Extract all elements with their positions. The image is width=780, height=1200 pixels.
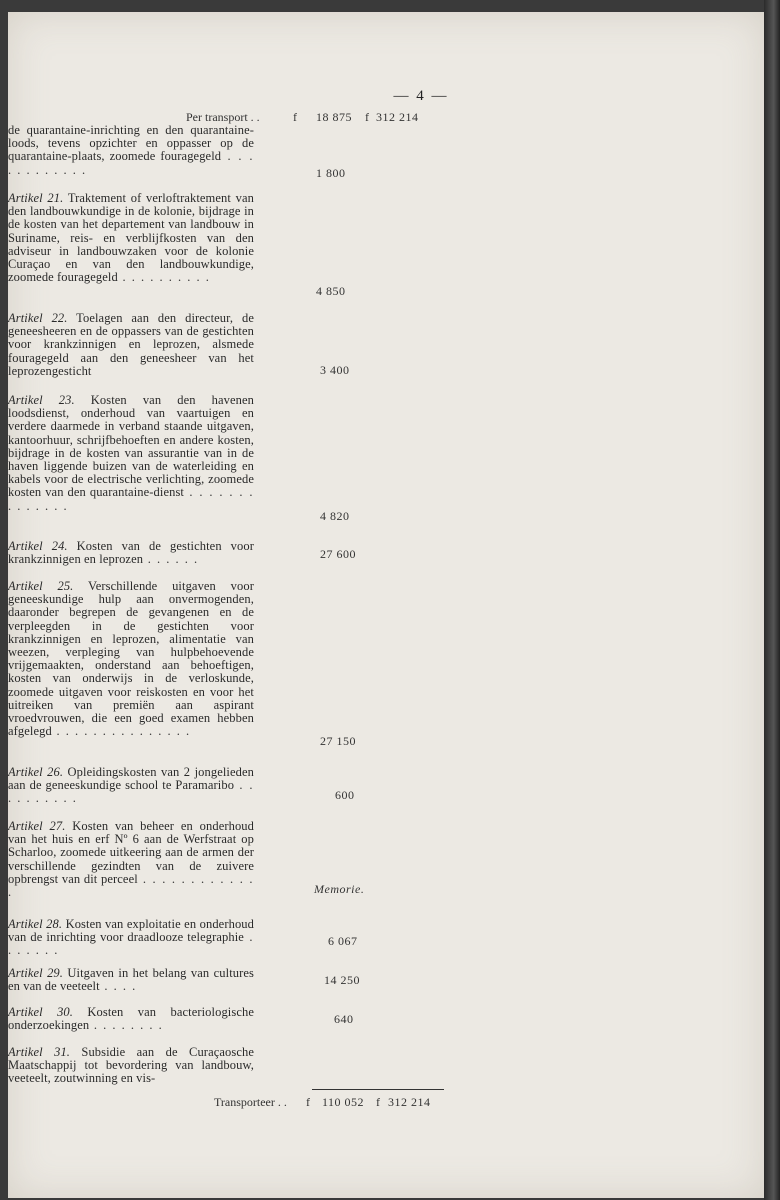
entry-artikel-28 — [8, 918, 254, 958]
carry-out-amount-1: 110 052 — [322, 1095, 365, 1109]
entry-text: Uitgaven in het belang van cultures en van de veeteelt — [8, 966, 254, 994]
leader-dots: . . . . . . — [143, 552, 199, 567]
entry-artikel-29 — [8, 967, 254, 993]
article-number: Artikel 26. — [8, 765, 64, 779]
article-number: Artikel 27. — [8, 819, 66, 833]
carry-out-label: Transporteer . . — [214, 1095, 287, 1109]
entry-amount: 14 250 — [324, 973, 360, 987]
leader-dots: . . . . — [99, 979, 137, 994]
article-number: Artikel 31. — [8, 1045, 71, 1059]
entry-amount: 4 850 — [316, 284, 346, 298]
leader-dots: . . . . . . . . . . . . . . — [8, 485, 254, 513]
carry-in-currency-2: f — [365, 110, 369, 124]
carry-in-currency-1: f — [293, 110, 297, 124]
article-number: Artikel 29. — [8, 966, 64, 980]
leader-dots: . . . . . . . . . . . . . — [8, 871, 254, 900]
entry-amount-memorie: Memorie. — [314, 882, 365, 896]
entry-amount: 600 — [335, 788, 355, 802]
entry-amount: 6 067 — [328, 934, 358, 948]
entry-text: Kosten van de gestichten voor krankzinnigen en leprozen — [8, 539, 254, 567]
entry-text: Kosten van exploitatie en onderhoud van de inrichting voor draadlooze telegraphie — [8, 917, 254, 945]
entry-artikel-22 — [8, 312, 254, 378]
entry-text: Subsidie aan de Curaçaosche Maatschappij tot bevordering van landbouw, veeteelt, zoutwinning en vis- — [8, 1045, 254, 1086]
entry-artikel-25 — [8, 580, 254, 738]
carry-in-label: Per transport . . — [186, 110, 260, 124]
entry-amount: 27 150 — [320, 734, 356, 748]
article-number: Artikel 28. — [8, 917, 63, 931]
article-number: Artikel 21. — [8, 191, 64, 205]
article-number: Artikel 22. — [8, 311, 68, 325]
entry-text: Traktement of verloftraktement van den landbouwkundige in de kolonie, bijdrage in de kosten van het departement van landbouw in Suriname, reis- en verblijfkosten van den adviseur in landbouwzaken voor de kolonie Curaçao en van den landbouwkundige, zoomede fouragegeld — [8, 191, 254, 285]
article-number: Artikel 25. — [8, 579, 74, 593]
entry-amount: 640 — [334, 1012, 354, 1026]
page-number: — 4 — — [393, 88, 449, 104]
document-page — [8, 12, 764, 1198]
entry-text: Kosten van beheer en onderhoud van het huis en erf Nº 6 aan de Werfstraat op Scharloo, zoomede uitkeering aan de armen der verschillende gezindten van de zuivere opbrengst van dit perceel — [8, 819, 255, 886]
entry-artikel-27 — [8, 820, 254, 899]
carry-out-amount-2: 312 214 — [388, 1095, 431, 1109]
entry-artikel-26 — [8, 766, 254, 806]
article-number: Artikel 30. — [8, 1005, 74, 1019]
article-number: Artikel 23. — [8, 393, 75, 407]
leader-dots: . . . . . . . . . . . . — [8, 149, 254, 177]
entry-text: Verschillende uitgaven voor geneeskundige hulp aan onvermogenden, daaronder begrepen de gevangenen en de verpleegden in de gestichten voor krankzinnigen en leprozen, alimentatie van weezen, verpleging van hulpbehoevende vrijgemaakten, onderstand aan behoeftigen, kosten van onderwijs in de verloskunde, zoomede uitgaven voor reiskosten en voor het uitreiken van premiën aan aspirant vroedvrouwen, die een goed examen hebben afgelegd — [8, 579, 254, 739]
leader-dots: . . . . . . . . . . — [8, 778, 254, 806]
entry-artikel-31 — [8, 1046, 254, 1086]
entry-artikel-23 — [8, 394, 254, 513]
entry-text: Kosten van den havenen loodsdienst, onderhoud van vaartuigen en verdere daarmede in verband staande uitgaven, kantoorhuur, schrijfbehoeften en andere kosten, bijdrage in de kosten van assurantie van in de haven liggende buizen van de waterleiding en kabels voor de electrische verlichting, zoomede kosten van den quarantaine-dienst — [8, 393, 254, 500]
article-number: Artikel 24. — [8, 539, 68, 553]
entry-text: Toelagen aan den directeur, de geneesheeren en de oppassers van de gestichten voor krankzinnigen en leprozen, alsmede fouragegeld aan den geneesheer van het leprozengesticht — [8, 311, 254, 378]
entry-text: Opleidingskosten van 2 jongelieden aan de geneeskundige school te Paramaribo — [8, 765, 254, 793]
leader-dots: . . . . . . . — [8, 930, 255, 958]
entry-text: de quarantaine-inrichting en den quarantaine-loods, tevens opzichter en oppasser op de quarantaine-plaats, zoomede fouragegeld — [8, 123, 254, 164]
entry-text: Kosten van bacteriologische onderzoekingen — [8, 1005, 254, 1033]
entry-amount: 27 600 — [320, 547, 356, 561]
entry-amount: 1 800 — [316, 166, 346, 180]
entry-artikel-21 — [8, 192, 254, 284]
book-spine — [764, 0, 780, 1200]
entry-artikel-30 — [8, 1006, 254, 1032]
sum-rule — [312, 1089, 444, 1090]
entry-amount: 4 820 — [320, 509, 350, 523]
carry-in-amount-1: 18 875 — [316, 110, 352, 124]
entry-artikel-24 — [8, 540, 254, 566]
leader-dots: . . . . . . . . . . — [117, 270, 211, 285]
entry-amount: 3 400 — [320, 363, 350, 377]
carry-in-amount-2: 312 214 — [376, 110, 419, 124]
entry-quarantaine — [8, 124, 254, 177]
carry-out-currency-1: f — [306, 1095, 310, 1109]
leader-dots: . . . . . . . . . . . . . . . — [51, 724, 191, 739]
leader-dots: . . . . . . . . — [89, 1018, 164, 1033]
carry-out-currency-2: f — [376, 1095, 380, 1109]
